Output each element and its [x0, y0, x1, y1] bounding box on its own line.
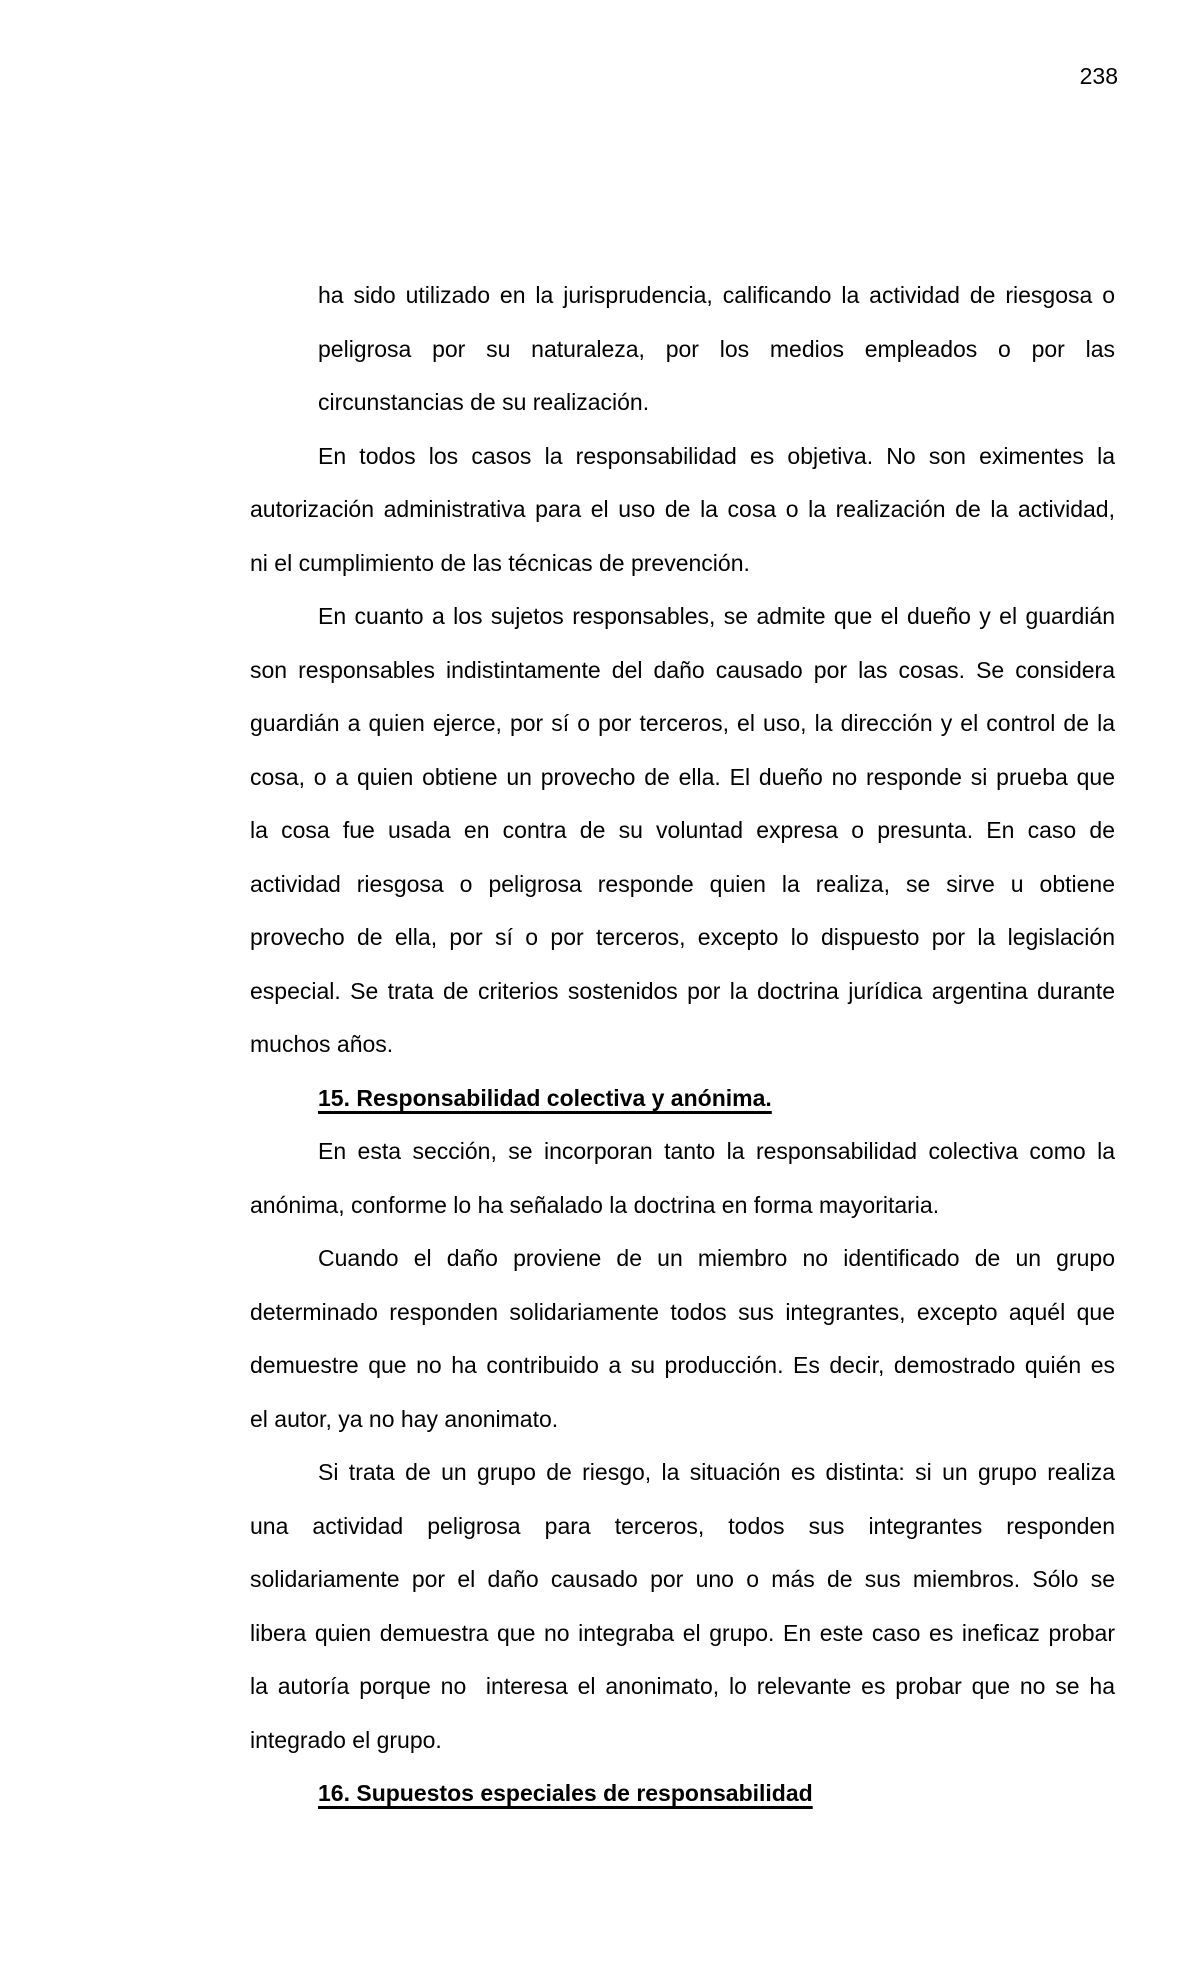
paragraph-line: Si trata de un grupo de riesgo, la situación es distinta: si un grupo realiza [318, 1459, 1115, 1485]
paragraph-line: autorización administrativa para el uso de la cosa o la realización de la actividad, [250, 496, 1115, 522]
document-body [250, 269, 1115, 1821]
paragraph-line: integrado el grupo. [250, 1726, 442, 1753]
paragraph-line: provecho de ella, por sí o por terceros, excepto lo dispuesto por la legislación [250, 924, 1115, 950]
paragraph-line: anónima, conforme lo ha señalado la doctrina en forma mayoritaria. [250, 1191, 940, 1218]
paragraph-line: actividad riesgosa o peligrosa responde quien la realiza, se sirve u obtiene [250, 870, 1115, 897]
paragraph-line: Cuando el daño proviene de un miembro no identificado de un grupo [318, 1245, 1115, 1271]
paragraph-line: guardián a quien ejerce, por sí o por terceros, el uso, la dirección y el control de la [250, 710, 1115, 736]
section-heading: 15. Responsabilidad colectiva y anónima. [318, 1084, 772, 1111]
paragraph-line: En cuanto a los sujetos responsables, se admite que el dueño y el guardián [318, 603, 1115, 629]
paragraph-line: una actividad peligrosa para terceros, todos sus integrantes responden [250, 1512, 1115, 1539]
paragraph-line: En esta sección, se incorporan tanto la responsabilidad colectiva como la [318, 1138, 1115, 1164]
paragraph-line: el autor, ya no hay anonimato. [250, 1405, 559, 1432]
paragraph-line: circunstancias de su realización. [318, 389, 650, 415]
paragraph-line: muchos años. [250, 1031, 394, 1057]
paragraph-line: libera quien demuestra que no integraba el grupo. En este caso es ineficaz probar [250, 1619, 1115, 1646]
paragraph-line: solidariamente por el daño causado por uno o más de sus miembros. Sólo se [250, 1566, 1115, 1592]
paragraph-line: En todos los casos la responsabilidad es objetiva. No son eximentes la [318, 442, 1115, 469]
paragraph-line: son responsables indistintamente del daño causado por las cosas. Se considera [250, 656, 1115, 683]
section-heading: 16. Supuestos especiales de responsabilidad [318, 1780, 813, 1806]
paragraph-line: determinado responden solidariamente todos sus integrantes, excepto aquél que [250, 1298, 1115, 1325]
paragraph-line: la autoría porque no interesa el anonimato, lo relevante es probar que no se ha [250, 1673, 1115, 1699]
paragraph-line: ni el cumplimiento de las técnicas de prevención. [250, 549, 750, 576]
paragraph-line: especial. Se trata de criterios sostenidos por la doctrina jurídica argentina durante [250, 977, 1115, 1004]
page-number: 238 [1079, 63, 1118, 89]
paragraph-line: la cosa fue usada en contra de su voluntad expresa o presunta. En caso de [250, 817, 1115, 843]
paragraph-line: cosa, o a quien obtiene un provecho de ella. El dueño no responde si prueba que [250, 763, 1115, 790]
paragraph-line: peligrosa por su naturaleza, por los medios empleados o por las [318, 335, 1115, 362]
paragraph-line: demuestre que no ha contribuido a su producción. Es decir, demostrado quién es [250, 1352, 1115, 1378]
paragraph-line: ha sido utilizado en la jurisprudencia, calificando la actividad de riesgosa o [318, 282, 1115, 308]
